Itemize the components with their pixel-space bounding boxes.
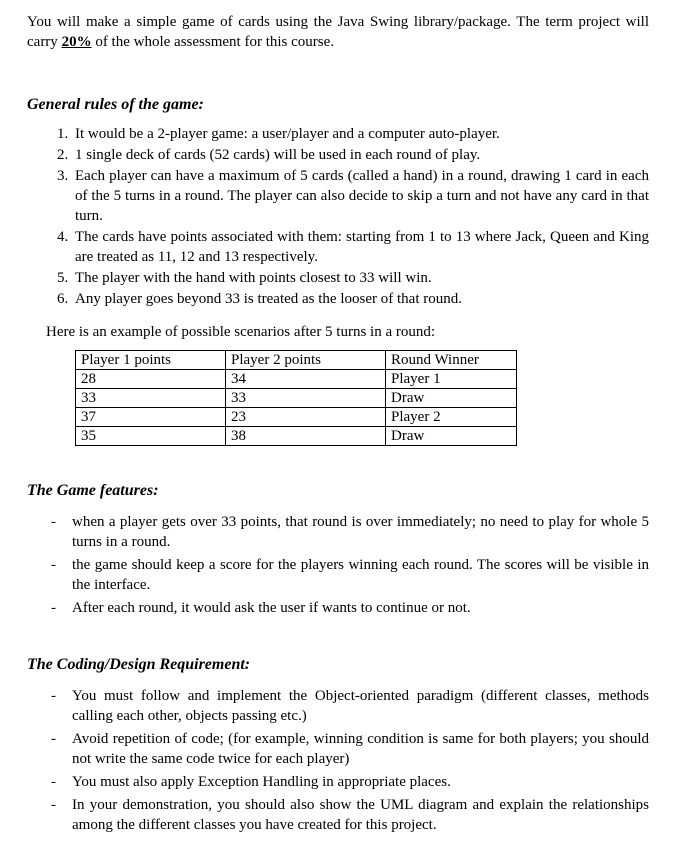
rule-item: 5. The player with the hand with points closest to 33 will win. — [72, 268, 649, 288]
table-cell: Draw — [386, 389, 517, 408]
intro-emphasis: 20% — [61, 34, 92, 50]
intro-paragraph — [27, 12, 649, 52]
table-cell: 33 — [226, 389, 386, 408]
rule-item: 1. It would be a 2-player game: a user/player and a computer auto-player. — [72, 124, 649, 144]
table-cell: Player 2 — [386, 408, 517, 427]
table-header-cell: Player 2 points — [226, 351, 386, 370]
table-header-cell: Player 1 points — [76, 351, 226, 370]
table-cell: Draw — [386, 427, 517, 446]
table-row — [76, 427, 517, 446]
table-cell: 28 — [76, 370, 226, 389]
example-caption: Here is an example of possible scenarios after 5 turns in a round: — [46, 324, 436, 340]
table-cell: 23 — [226, 408, 386, 427]
table-cell: 37 — [76, 408, 226, 427]
rule-item: 3. Each player can have a maximum of 5 cards (called a hand) in a round, drawing 1 card in each of the 5 turns in a round. The player can also decide to skip a turn and not have any card in that turn. — [72, 166, 649, 226]
table-cell: 35 — [76, 427, 226, 446]
table-cell: 34 — [226, 370, 386, 389]
scores-table — [75, 350, 517, 446]
section-heading-general-rules: General rules of the game: — [27, 96, 204, 113]
feature-item: - when a player gets over 33 points, that round is over immediately; no need to play for whole 5 turns in a round. — [72, 512, 649, 552]
feature-item: - After each round, it would ask the user if wants to continue or not. — [72, 598, 649, 618]
rule-item: 2. 1 single deck of cards (52 cards) will be used in each round of play. — [72, 145, 649, 165]
table-row — [76, 389, 517, 408]
feature-item: - the game should keep a score for the players winning each round. The scores will be visible in the interface. — [72, 555, 649, 595]
rule-item: 6. Any player goes beyond 33 is treated as the looser of that round. — [72, 289, 649, 309]
coding-requirements-list — [27, 686, 649, 835]
section-heading-game-features: The Game features: — [27, 482, 159, 499]
requirement-item: - You must also apply Exception Handling in appropriate places. — [72, 772, 649, 792]
section-heading-coding-requirements: The Coding/Design Requirement: — [27, 656, 251, 673]
intro-text-after: of the whole assessment for this course. — [91, 34, 335, 50]
table-header-row — [76, 351, 517, 370]
rule-item: 4. The cards have points associated with them: starting from 1 to 13 where Jack, Queen and King are treated as 11, 12 and 13 respectively. — [72, 227, 649, 267]
requirement-item: - Avoid repetition of code; (for example, winning condition is same for both players; you should not write the same code twice for each player) — [72, 729, 649, 769]
table-header-cell: Round Winner — [386, 351, 517, 370]
requirement-item: - You must follow and implement the Object-oriented paradigm (different classes, methods calling each other, objects passing etc.) — [72, 686, 649, 726]
table-cell: 33 — [76, 389, 226, 408]
general-rules-list — [27, 124, 649, 309]
intro-text-before: You will make a simple game of cards using the Java Swing library/package. The term project will carry — [27, 14, 649, 50]
table-row — [76, 370, 517, 389]
game-features-list — [27, 512, 649, 618]
requirement-item: - In your demonstration, you should also show the UML diagram and explain the relationships among the different classes you have created for this project. — [72, 795, 649, 835]
table-row — [76, 408, 517, 427]
table-cell: 38 — [226, 427, 386, 446]
table-cell: Player 1 — [386, 370, 517, 389]
